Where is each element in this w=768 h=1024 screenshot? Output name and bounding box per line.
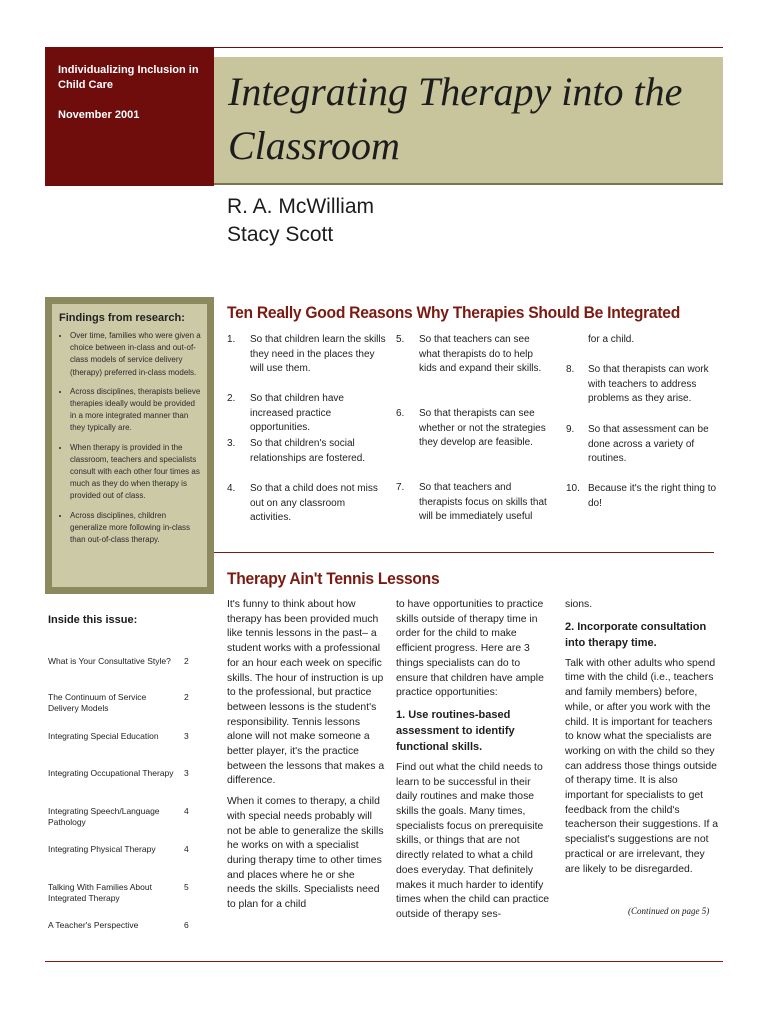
toc-label: A Teacher's Perspective <box>48 920 139 930</box>
finding-item: • When therapy is provided in the classroom, teachers and specialists consult with each other four times as much as they do when therapy is provided out of class. <box>70 442 201 503</box>
toc-page-number: 5 <box>184 882 189 892</box>
author-name: Stacy Scott <box>227 223 334 246</box>
title-line-2: Classroom <box>228 123 400 168</box>
toc-page-number: 6 <box>184 920 189 930</box>
finding-item: • Across disciplines, children generalize more following in-class than out-of-class therapy. <box>70 510 201 547</box>
article-paragraph: Find out what the child needs to learn to be successful in their daily routines and make those skills the goals. Many times, specialists focus on prerequisite skills, or things that are not directly related to what a child does everyday. That definitely makes it much harder to identify times when the child can practice outside of therapy ses- <box>396 761 550 920</box>
article-column-1 <box>227 598 385 919</box>
article-paragraph: sions. <box>565 599 593 610</box>
reason-text: So that children learn the skills they need in the places they will use them. <box>250 334 386 375</box>
article-subheading: 1. Use routines-based assessment to identify functional skills. <box>396 708 515 753</box>
toc-item[interactable] <box>48 920 198 931</box>
finding-item: • Over time, families who were given a choice between in-class and out-of-class models of service delivery (therapy) preferred in-class models. <box>70 330 201 379</box>
article-subheading: 2. Incorporate consultation into therapy time. <box>565 620 707 649</box>
bottom-rule <box>45 961 723 962</box>
article-column-2 <box>396 598 552 929</box>
toc-item[interactable] <box>48 768 198 779</box>
page-title <box>228 65 723 173</box>
reason-text: So that assessment can be done across a variety of routines. <box>588 424 709 465</box>
toc-page-number: 2 <box>184 656 189 666</box>
toc-item[interactable] <box>48 844 198 855</box>
reason-text: So that therapists can work with teachers to address problems as they arise. <box>588 364 709 405</box>
author-name: R. A. McWilliam <box>227 195 374 218</box>
toc-page-number: 3 <box>184 768 189 778</box>
masthead-title-panel <box>214 57 723 185</box>
reason-text: So that a child does not miss out on any classroom activities. <box>250 483 378 524</box>
findings-sidebar <box>45 297 214 594</box>
toc-page-number: 2 <box>184 692 189 702</box>
toc-page-number: 4 <box>184 806 189 816</box>
toc-item[interactable] <box>48 656 198 667</box>
reason-number: 10. <box>566 483 580 494</box>
publication-name: Individualizing Inclusion in Child Care <box>58 64 199 91</box>
toc-label: Integrating Speech/Language Pathology <box>48 806 160 827</box>
inside-issue-title: Inside this issue: <box>48 614 138 626</box>
reason-text: So that therapists can see whether or not the strategies they develop are feasible. <box>419 408 546 449</box>
toc-label: Integrating Occupational Therapy <box>48 768 174 778</box>
toc-label: Integrating Physical Therapy <box>48 844 156 854</box>
reason-number: 8. <box>566 364 575 375</box>
reason-text: for a child. <box>588 334 635 345</box>
issue-date: November 2001 <box>58 109 140 121</box>
section-divider <box>214 552 714 553</box>
findings-list <box>59 330 201 546</box>
article-paragraph: Talk with other adults who spend time with the child (i.e., teachers and family members) before, while, or after you work with the child. It is important for teachers to know what the specialists are working on with the child so they can address those things outside of therapy time. It is also important for specialists to get feedback from the child's teacherson their suggestions. If a specialist's suggestions are not practical or are irrelevant, they are likely to be disregarded. <box>565 657 719 875</box>
toc-item[interactable] <box>48 882 198 904</box>
reason-number: 6. <box>396 408 405 419</box>
reason-number: 3. <box>227 438 236 449</box>
toc-page-number: 3 <box>184 731 189 741</box>
reason-number: 7. <box>396 482 405 493</box>
toc-label: Integrating Special Education <box>48 731 159 741</box>
reason-number: 4. <box>227 483 236 494</box>
reason-number: 5. <box>396 334 405 345</box>
title-line-1: Integrating Therapy into the <box>228 69 683 114</box>
reason-number: 9. <box>566 424 575 435</box>
masthead-side-panel <box>45 47 214 186</box>
toc-page-number: 4 <box>184 844 189 854</box>
article-paragraph: It's funny to think about how therapy has been provided much like tennis lessons in the past– a student works with a professional for an hour each week on specific skills. The hour of instruction is up to the professional, but practice between lessons is the student's responsibility. Tennis lessons alone will not make someone a better player, it's the practice between the lessons that makes a difference. <box>227 599 385 787</box>
author-list <box>227 193 374 249</box>
continued-note: (Continued on page 5) <box>628 906 710 916</box>
reason-text: So that teachers and therapists focus on skills that will be immediately useful <box>419 482 547 523</box>
toc-label: What is Your Consultative Style? <box>48 656 171 666</box>
article-paragraph: to have opportunities to practice skills outside of therapy time in order for the child to make efficient progress. Here are 3 things specialists can do to ensure that children have ample practice opportunities: <box>396 599 544 699</box>
article-heading: Therapy Ain't Tennis Lessons <box>227 569 440 588</box>
reason-number: 2. <box>227 393 236 404</box>
toc-item[interactable] <box>48 806 198 828</box>
toc-label: The Continuum of Service Delivery Models <box>48 692 147 713</box>
article-paragraph: When it comes to therapy, a child with special needs probably will not be able to generalize the skills he works on with a specialist during therapy time to other times and places where he or she needs the skills. Specialists need to plan for a child <box>227 796 384 911</box>
finding-item: • Across disciplines, therapists believe therapies ideally would be provided in a more integrated manner than they typically are. <box>70 386 201 435</box>
reason-text: So that children have increased practice opportunities. <box>250 393 344 434</box>
article-column-3 <box>565 598 721 883</box>
findings-panel <box>52 304 207 587</box>
reason-text: So that teachers can see what therapists do to help kids and expand their skills. <box>419 334 542 375</box>
toc-item[interactable] <box>48 692 198 714</box>
reasons-heading: Ten Really Good Reasons Why Therapies Should Be Integrated <box>227 303 680 322</box>
toc-item[interactable] <box>48 731 198 742</box>
top-rule <box>214 47 723 48</box>
reason-text: So that children's social relationships are fostered. <box>250 438 366 464</box>
toc-label: Talking With Families About Integrated Therapy <box>48 882 152 903</box>
findings-title: Findings from research: <box>59 312 185 324</box>
reason-text: Because it's the right thing to do! <box>588 483 717 509</box>
reason-number: 1. <box>227 334 236 345</box>
